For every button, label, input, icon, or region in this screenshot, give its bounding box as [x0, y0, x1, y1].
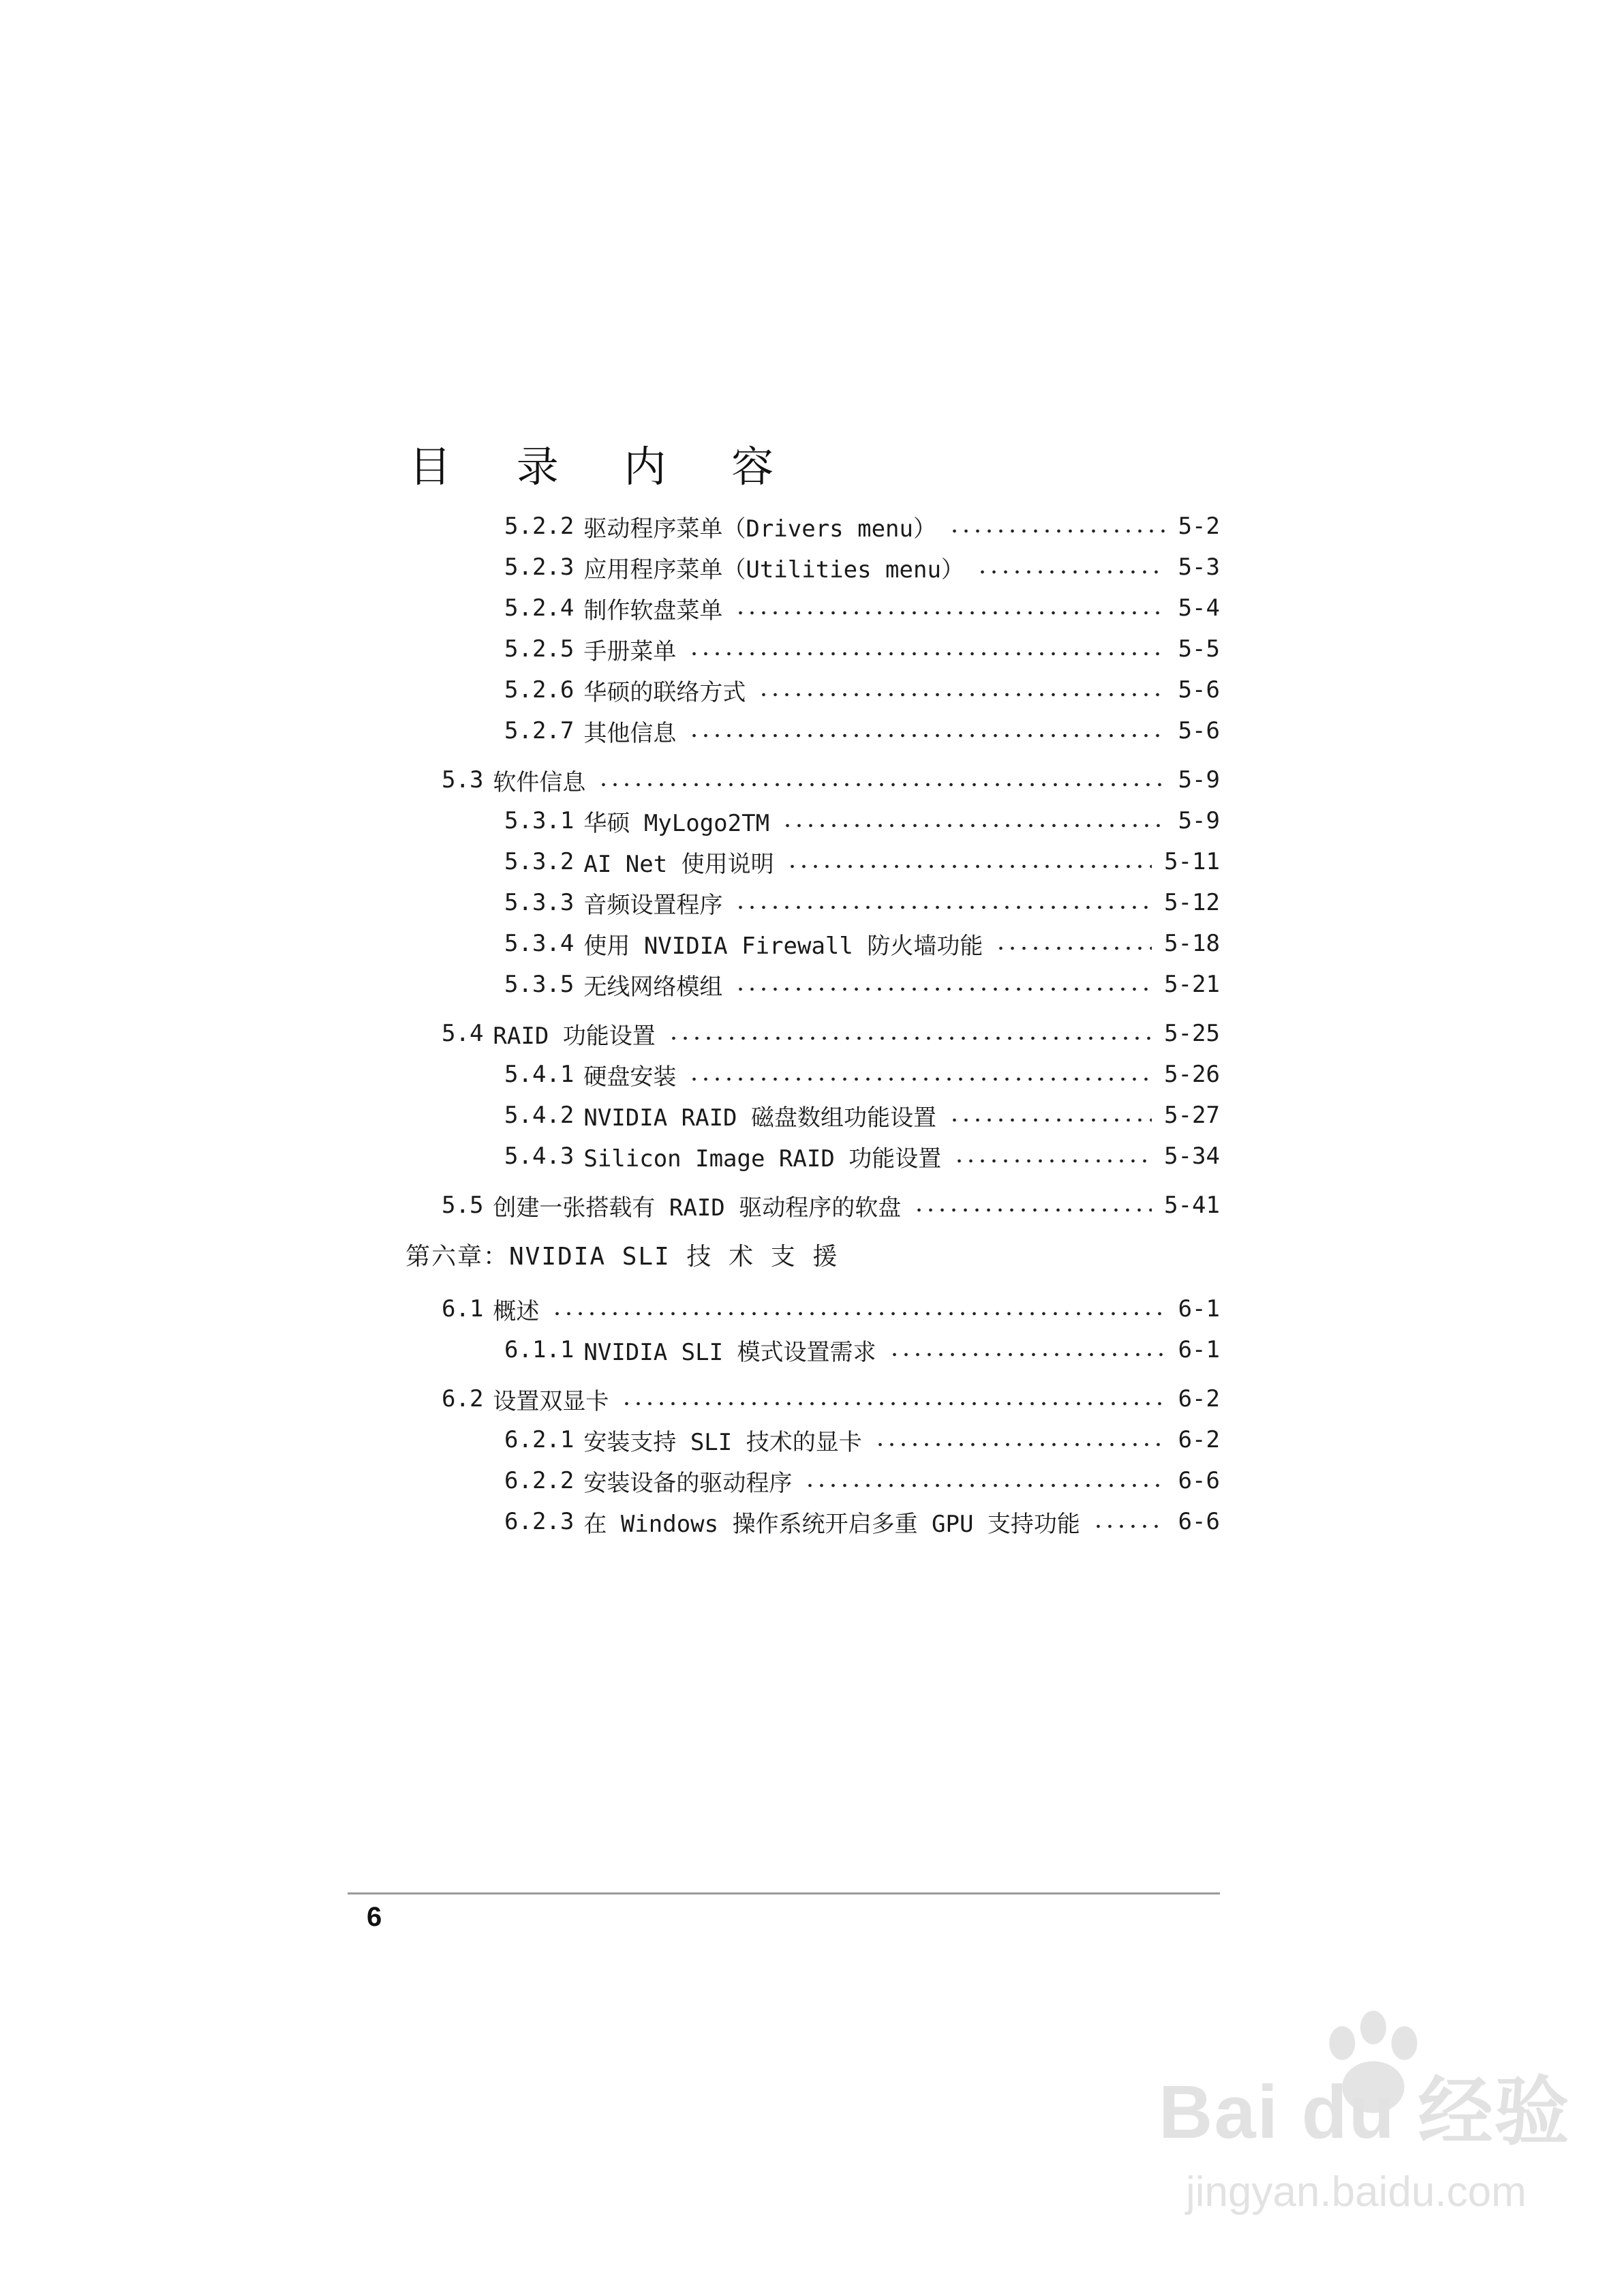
- dot-leader: [953, 1159, 1152, 1163]
- toc-entry[interactable]: [504, 547, 1220, 588]
- toc-entry-page: 5-18: [1164, 930, 1220, 957]
- toc-entry-title: 制作软盘菜单: [583, 596, 723, 624]
- toc-entry[interactable]: [504, 1136, 1220, 1177]
- dot-leader: [735, 905, 1152, 909]
- toc-entry-title: NVIDIA RAID 磁盘数组功能设置: [583, 1104, 936, 1132]
- toc-section-title: 概述: [493, 1297, 540, 1325]
- dot-leader: [1092, 1524, 1166, 1528]
- dot-leader: [598, 783, 1165, 787]
- toc-entry-page: 5-6: [1178, 676, 1220, 704]
- toc-entry-page: 5-4: [1178, 594, 1220, 622]
- toc-section-page: 5-25: [1164, 1020, 1220, 1047]
- toc-entry[interactable]: [504, 882, 1220, 923]
- toc-entry-number: 5.2.3: [504, 554, 575, 581]
- dot-leader: [913, 1208, 1152, 1212]
- toc-entry-number: 5.4.2: [504, 1102, 575, 1129]
- toc-entry-title: Silicon Image RAID 功能设置: [583, 1145, 942, 1173]
- toc-entry-title: 手册菜单: [583, 637, 677, 665]
- toc-entry-title: 安装设备的驱动程序: [583, 1469, 793, 1497]
- toc-entry-number: 6.1.1: [504, 1336, 575, 1363]
- toc-entry-page: 6-6: [1178, 1467, 1220, 1494]
- baidu-watermark: [1159, 2004, 1571, 2263]
- toc-section-page: 5-9: [1178, 766, 1220, 794]
- toc-entry-number: 5.3.3: [504, 889, 575, 916]
- toc-entry[interactable]: [504, 1419, 1220, 1460]
- watermark-url: jingyan.baidu.com: [1186, 2169, 1527, 2216]
- toc-entry-number: 5.2.4: [504, 594, 575, 622]
- toc-entry-title: AI Net 使用说明: [583, 850, 774, 878]
- toc-entry[interactable]: [504, 629, 1220, 669]
- dot-leader: [977, 570, 1166, 574]
- toc-entry[interactable]: [504, 841, 1220, 882]
- chapter-heading[interactable]: 第六章：NVIDIA SLI 技 术 支 援: [406, 1243, 839, 1271]
- toc-entry-title: 在 Windows 操作系统开启多重 GPU 支持功能: [583, 1510, 1080, 1538]
- dot-leader: [688, 652, 1165, 656]
- toc-entry[interactable]: [504, 1095, 1220, 1136]
- toc-entry-title: 无线网络模组: [583, 973, 723, 1001]
- toc-entry-page: 6-6: [1178, 1508, 1220, 1535]
- toc-section[interactable]: [442, 1288, 1220, 1329]
- toc-entry-page: 5-3: [1178, 554, 1220, 581]
- toc-section-page: 5-41: [1164, 1192, 1220, 1219]
- toc-entry-page: 5-6: [1178, 717, 1220, 744]
- toc-entry-number: 5.3.5: [504, 971, 575, 998]
- dot-leader: [735, 611, 1165, 615]
- toc-section[interactable]: [442, 1013, 1220, 1054]
- toc-entry-page: 6-2: [1178, 1426, 1220, 1453]
- toc-entry-page: 6-1: [1178, 1336, 1220, 1363]
- toc-entry-title: 驱动程序菜单（Drivers menu）: [583, 515, 936, 543]
- dot-leader: [668, 1036, 1152, 1040]
- toc-section-number: 5.3: [442, 766, 484, 794]
- toc-entry-title: 应用程序菜单（Utilities menu）: [583, 556, 964, 584]
- toc-section[interactable]: [442, 1185, 1220, 1226]
- toc-entry-title: 音频设置程序: [583, 891, 723, 919]
- toc-entry-title: 其他信息: [583, 719, 677, 747]
- toc-entry-title: 安装支持 SLI 技术的显卡: [583, 1428, 862, 1456]
- toc-entry-page: 5-27: [1164, 1102, 1220, 1129]
- dot-leader: [949, 529, 1166, 533]
- toc-section-title: RAID 功能设置: [493, 1022, 656, 1050]
- dot-leader: [688, 1077, 1152, 1081]
- footer-rule: [348, 1892, 1220, 1894]
- toc-entry-number: 5.2.6: [504, 676, 575, 704]
- toc-entry-page: 5-9: [1178, 807, 1220, 834]
- toc-entry-number: 5.4.3: [504, 1143, 575, 1170]
- toc-section-page: 6-2: [1178, 1385, 1220, 1413]
- toc-section-number: 5.5: [442, 1192, 484, 1219]
- dot-leader: [949, 1118, 1152, 1122]
- toc-entry-title: 硬盘安装: [583, 1063, 677, 1091]
- toc-section-number: 6.2: [442, 1385, 484, 1413]
- toc-entry-number: 5.3.1: [504, 807, 575, 834]
- toc-entry-page: 5-21: [1164, 971, 1220, 998]
- dot-leader: [995, 946, 1152, 950]
- toc-entry-page: 5-26: [1164, 1061, 1220, 1088]
- toc-section-number: 5.4: [442, 1020, 484, 1047]
- toc-entry-page: 5-5: [1178, 635, 1220, 663]
- toc-entry-number: 5.2.2: [504, 513, 575, 540]
- toc-entry[interactable]: [504, 964, 1220, 1005]
- toc-entry[interactable]: [504, 1501, 1220, 1542]
- toc-entry-title: 华硕的联络方式: [583, 678, 746, 706]
- toc-entry[interactable]: [504, 1054, 1220, 1095]
- toc-entry-number: 5.4.1: [504, 1061, 575, 1088]
- toc-entry-page: 5-11: [1164, 848, 1220, 875]
- toc-entry[interactable]: [504, 923, 1220, 964]
- toc-entry-title: NVIDIA SLI 模式设置需求: [583, 1338, 876, 1366]
- toc-entry[interactable]: [504, 800, 1220, 841]
- toc-section-number: 6.1: [442, 1295, 484, 1323]
- dot-leader: [804, 1483, 1165, 1487]
- toc-entry-number: 5.3.4: [504, 930, 575, 957]
- dot-leader: [758, 693, 1165, 697]
- dot-leader: [551, 1312, 1165, 1316]
- toc-entry[interactable]: [504, 1329, 1220, 1370]
- page-title: 目 录 内 容: [409, 442, 800, 492]
- watermark-logo-text: Bai du 经验: [1159, 2070, 1571, 2154]
- toc-entry-page: 5-34: [1164, 1143, 1220, 1170]
- dot-leader: [688, 734, 1165, 738]
- dot-leader: [782, 824, 1166, 828]
- toc-entry-title: 使用 NVIDIA Firewall 防火墙功能: [583, 932, 983, 960]
- toc-entry[interactable]: [504, 1460, 1220, 1501]
- dot-leader: [621, 1402, 1165, 1406]
- toc-entry-page: 5-2: [1178, 513, 1220, 540]
- page-number: 6: [367, 1902, 382, 1932]
- toc-entry[interactable]: [504, 588, 1220, 629]
- toc-entry-title: 华硕 MyLogo2TM: [583, 809, 770, 837]
- toc-section[interactable]: [442, 1378, 1220, 1419]
- toc-entry-number: 5.2.7: [504, 717, 575, 744]
- toc-section-page: 6-1: [1178, 1295, 1220, 1323]
- dot-leader: [735, 987, 1152, 991]
- dot-leader: [874, 1442, 1166, 1447]
- toc-entry-number: 6.2.3: [504, 1508, 575, 1535]
- dot-leader: [889, 1353, 1166, 1357]
- toc-entry[interactable]: [504, 669, 1220, 710]
- toc-entry-page: 5-12: [1164, 889, 1220, 916]
- toc-section-title: 创建一张搭载有 RAID 驱动程序的软盘: [493, 1194, 902, 1222]
- toc-entry-number: 6.2.1: [504, 1426, 575, 1453]
- toc-entry-number: 5.3.2: [504, 848, 575, 875]
- dot-leader: [786, 864, 1152, 868]
- toc-entry[interactable]: [504, 710, 1220, 751]
- toc-entry-number: 6.2.2: [504, 1467, 575, 1494]
- toc-entry[interactable]: [504, 506, 1220, 547]
- toc-section-title: 软件信息: [493, 768, 586, 796]
- toc-section[interactable]: [442, 759, 1220, 800]
- toc-entry-number: 5.2.5: [504, 635, 575, 663]
- toc-section-title: 设置双显卡: [493, 1387, 609, 1415]
